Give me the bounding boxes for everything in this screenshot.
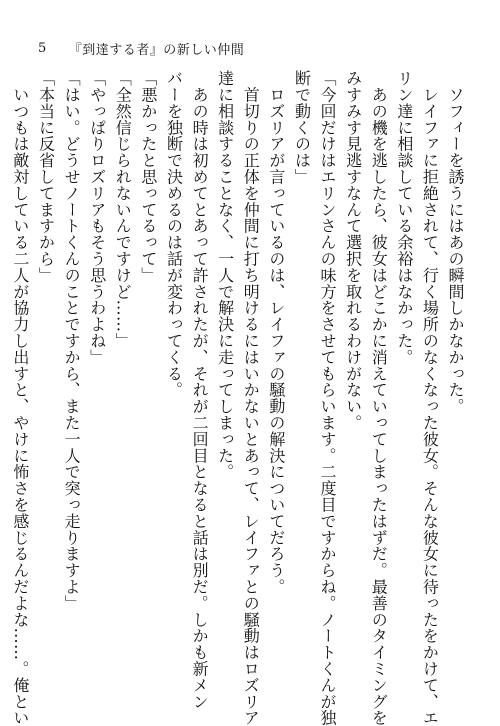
text-line: 断で動くのは」 <box>292 70 312 185</box>
text-line: レイファに拒絶されて、行く場所のなくなった彼女。そんな彼女に待ったをかけて、エ <box>420 70 440 726</box>
page-number: 5 <box>38 40 47 56</box>
vertical-body-text <box>10 70 468 726</box>
text-line: リン達に相談している余裕はなかった。 <box>394 70 414 366</box>
text-line: バーを独断で決めるのは話が変わってくる。 <box>164 70 184 398</box>
text-line: ソフィーを誘うにはあの瞬間しかなかった。 <box>446 70 465 415</box>
page-header <box>38 38 244 58</box>
text-line: 「はい。どうせノートくんのことですから、また一人で突っ走りますよ」 <box>62 70 82 612</box>
text-line: あの時は初めてとあって許されたが、それが二回目となると話は別だ。しかも新メン <box>190 70 210 710</box>
text-line: 「悪かったと思ってるって」 <box>138 70 158 284</box>
text-line: 達に相談することなく、一人で解決に走ってしまった。 <box>215 70 235 480</box>
text-line: いつもは敵対している二人が協力し出すと、やけに怖さを感じるんだよな……。俺とい <box>10 70 30 726</box>
text-line: 「今回だけはエリンさんの味方をさせてもらいます。二度目ですからね。ノートくんが独 <box>318 70 338 726</box>
text-line: 「全然信じられないんですけど……」 <box>113 70 133 349</box>
text-line: 「やっぱりロズリアもそう思うわよね」 <box>87 70 107 366</box>
text-line: ロズリアが言っているのは、レイファの騒動の解決についてだろう。 <box>266 70 286 595</box>
text-line: 「本当に反省してますから」 <box>36 70 56 284</box>
text-line: 首切りの正体を仲間に打ち明けるにはいかないとあって、レイファとの騒動はロズリア <box>241 70 261 726</box>
text-line: あの機を逃したら、彼女はどこかに消えていってしまったはずだ。最善のタイミングを <box>369 70 389 726</box>
chapter-title: 『到達する者』の新しい仲間 <box>68 42 245 58</box>
text-line: みすみす見逃すなんて選択を取れるわけがない。 <box>343 70 363 431</box>
